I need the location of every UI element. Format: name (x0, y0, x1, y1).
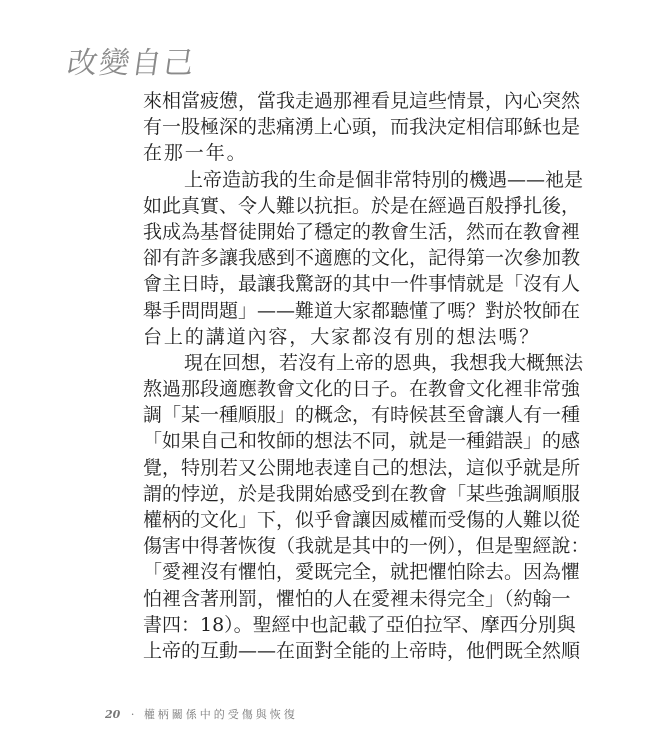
text-line: 傷害中得著恢復（我就是其中的一例），但是聖經說： (143, 535, 590, 558)
body-text (143, 88, 590, 664)
text-line: 台上的講道內容，大家都沒有別的想法嗎？ (143, 325, 541, 348)
text-line: 上帝的互動——在面對全能的上帝時，他們既全然順 (143, 639, 581, 662)
text-line: 覺，特別若又公開地表達自己的想法，這似乎就是所 (143, 456, 581, 479)
text-line: 怕裡含著刑罰，懼怕的人在愛裡未得完全」（約翰一 (143, 587, 571, 610)
text-line: 上帝造訪我的生命是個非常特別的機遇——祂是 (184, 168, 584, 191)
text-line: 有一股極深的悲痛湧上心頭，而我決定相信耶穌也是 (143, 116, 581, 139)
text-line: 會主日時，最讓我驚訝的其中一件事情就是「沒有人 (143, 273, 581, 296)
text-line: 「如果自己和牧師的想法不同，就是一種錯誤」的感 (143, 430, 581, 453)
text-line: 熬過那段適應教會文化的日子。在教會文化裡非常強 (143, 378, 581, 401)
text-line: 「愛裡沒有懼怕，愛既完全，就把懼怕除去。因為懼 (143, 561, 581, 584)
chapter-title: 改變自己 (65, 46, 198, 81)
text-line: 舉手問問題」——難道大家都聽懂了嗎？對於牧師在 (143, 299, 581, 322)
book-title: 權柄關係中的受傷與恢復 (143, 708, 298, 721)
text-line: 權柄的文化」下，似乎會讓因威權而受傷的人難以從 (143, 509, 581, 531)
text-line: 現在回想，若沒有上帝的恩典，我想我大概無法 (184, 351, 584, 374)
text-line: 謂的悖逆，於是我開始感受到在教會「某些強調順服 (143, 482, 581, 505)
text-line: 來相當疲憊，當我走過那裡看見這些情景，內心突然 (143, 90, 581, 112)
text-line: 調「某一種順服」的概念，有時候甚至會讓人有一種 (143, 404, 581, 427)
text-line: 我成為基督徒開始了穩定的教會生活，然而在教會裡 (143, 220, 581, 243)
footer-separator: · (130, 708, 138, 721)
page-number: 20 (105, 708, 121, 721)
page-footer (105, 706, 298, 722)
text-line: 在那一年。 (143, 142, 248, 165)
text-line: 書四：18）。聖經中也記載了亞伯拉罕、摩西分別與 (143, 613, 576, 636)
text-line: 卻有許多讓我感到不適應的文化，記得第一次參加教 (143, 247, 581, 270)
text-line: 如此真實、令人難以抗拒。於是在經過百般掙扎後， (143, 194, 581, 217)
